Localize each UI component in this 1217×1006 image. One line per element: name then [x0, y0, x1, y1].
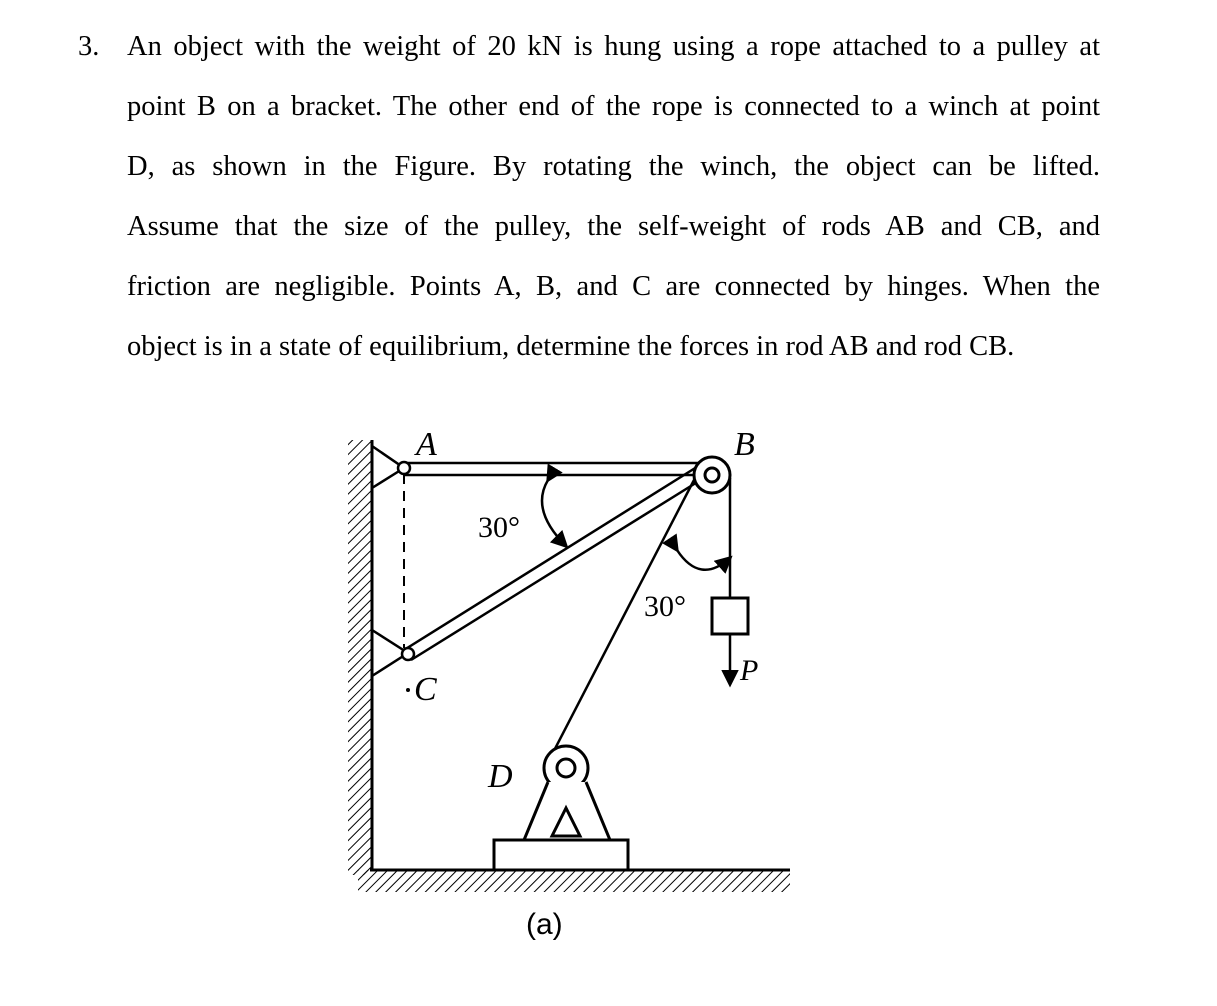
- problem-line-5: friction are negligible. Points A, B, and C are connected by hinges. When the: [127, 271, 1100, 302]
- wall: [348, 440, 372, 875]
- problem-line-2: point B on a bracket. The other end of the rope is connected to a winch at point: [127, 91, 1100, 122]
- dot-near-C: [406, 688, 410, 692]
- problem-line-6: object is in a state of equilibrium, determine the forces in rod AB and rod CB.: [127, 331, 1015, 362]
- angle-arc-lower: [677, 550, 730, 570]
- question-number: 3.: [78, 31, 100, 62]
- label-P: P: [740, 654, 759, 687]
- angle-label-lower: 30°: [644, 590, 686, 623]
- label-B: B: [734, 426, 755, 463]
- weight-block: [712, 598, 748, 634]
- rod-CB: [404, 465, 707, 660]
- winch-D: [494, 746, 628, 870]
- angle-arc-upper: [542, 480, 566, 546]
- pulley-B: [694, 457, 730, 493]
- problem-line-1: An object with the weight of 20 kN is hung using a rope attached to a pulley at: [127, 31, 1100, 62]
- rope-BD: [544, 480, 694, 770]
- problem-line-4: Assume that the size of the pulley, the self-weight of rods AB and CB, and: [127, 211, 1100, 242]
- label-C: C: [414, 671, 437, 708]
- problem-line-3: D, as shown in the Figure. By rotating the winch, the object can be lifted.: [127, 151, 1100, 182]
- figure-caption: (a): [526, 908, 563, 941]
- label-D: D: [488, 758, 513, 795]
- angle-label-upper: 30°: [478, 511, 520, 544]
- rod-AB: [404, 463, 708, 475]
- label-A: A: [416, 426, 437, 463]
- hinge-A: [398, 462, 410, 474]
- ground: [358, 870, 790, 892]
- hinge-C: [402, 648, 414, 660]
